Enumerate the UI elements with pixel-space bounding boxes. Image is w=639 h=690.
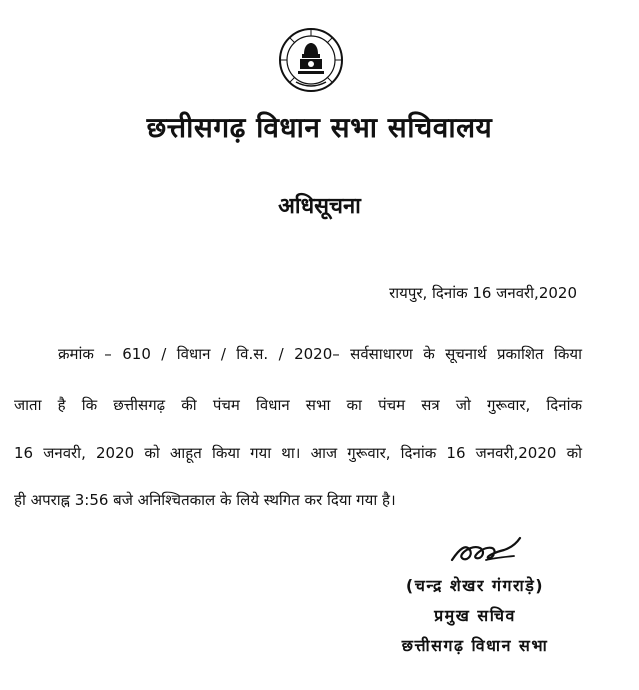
notice-body-line-2: जाता है कि छत्तीसगढ़ की पंचम विधान सभा का पंचम सत्र जो गुरूवार, दिनांक: [14, 396, 582, 414]
signatory-organization: छत्तीसगढ़ विधान सभा: [401, 636, 549, 655]
state-emblem-icon: [278, 26, 344, 96]
notice-body-line-3: 16 जनवरी, 2020 को आहूत किया गया था। आज गुरूवार, दिनांक 16 जनवरी,2020 को: [14, 444, 582, 462]
notice-body-line-4: ही अपराह्न 3:56 बजे अनिश्चितकाल के लिये स्थगित कर दिया गया है।: [14, 491, 396, 509]
handwritten-signature-icon: [446, 530, 526, 570]
signatory-designation: प्रमुख सचिव: [434, 606, 516, 625]
place-and-date: रायपुर, दिनांक 16 जनवरी,2020: [389, 284, 577, 302]
notice-body-line-1: क्रमांक – 610 / विधान / वि.स. / 2020– सर्वसाधारण के सूचनार्थ प्रकाशित किया: [58, 345, 582, 363]
organization-title: छत्तीसगढ़ विधान सभा सचिवालय: [146, 111, 493, 144]
document-type-heading: अधिसूचना: [278, 193, 361, 219]
signatory-name: (चन्द्र शेखर गंगराड़े): [405, 576, 545, 595]
